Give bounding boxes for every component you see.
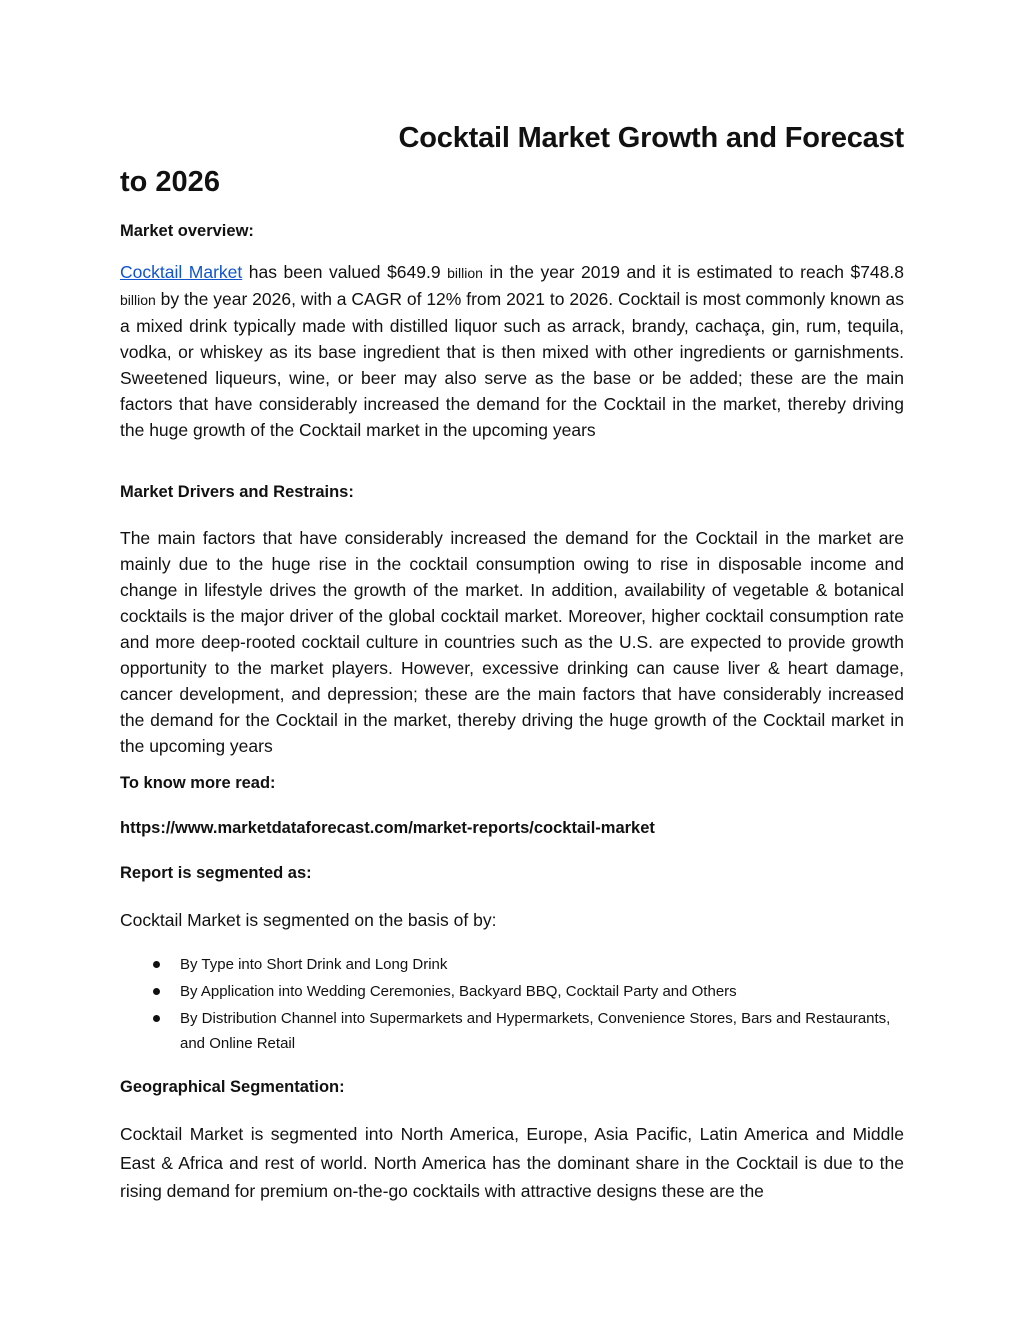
list-item [120, 979, 904, 1004]
list-item [120, 952, 904, 977]
market-overview-heading: Market overview: [120, 222, 254, 240]
drivers-paragraph: The main factors that have considerably increased the demand for the Cocktail in the market are mainly due to the huge rise in the cocktail consumption owing to rise in disposable income and change in lifestyle drives the growth of the market. In addition, availability of vegetable & botanical cocktails is the major driver of the global cocktail market. Moreover, higher cocktail consumption rate and more deep-rooted cocktail culture in countries such as the U.S. are expected to provide growth opportunity to the market players. However, excessive drinking can cause liver & heart damage, cancer development, and depression; these are the main factors that have considerably increased the demand for the Cocktail in the market, thereby driving the huge growth of the Cocktail market in the upcoming years [120, 528, 904, 756]
geography-heading: Geographical Segmentation: [120, 1078, 345, 1096]
segment-type: By Type into Short Drink and Long Drink [180, 956, 448, 973]
document-title-line-1: Cocktail Market Growth and Forecast [398, 122, 904, 154]
document-title-line-2: to 2026 [120, 166, 220, 198]
segmentation-intro: Cocktail Market is segmented on the basis of by: [120, 910, 497, 930]
read-more-heading: To know more read: [120, 774, 276, 792]
overview-text-a: has been valued $649.9 [242, 262, 448, 282]
overview-unit-b: billion [120, 292, 156, 308]
segment-distribution-channel: By Distribution Channel into Supermarkets and Hypermarkets, Convenience Stores, Bars and Restaurants, and Online Retail [180, 1010, 891, 1052]
segmentation-heading: Report is segmented as: [120, 864, 312, 882]
list-item [120, 1006, 904, 1056]
segment-application: By Application into Wedding Ceremonies, Backyard BBQ, Cocktail Party and Others [180, 983, 737, 1000]
overview-unit-a: billion [447, 265, 483, 281]
overview-text-b: in the year 2019 and it is estimated to reach $748.8 [482, 262, 904, 282]
bullet-icon [153, 1015, 160, 1022]
drivers-heading: Market Drivers and Restrains: [120, 483, 354, 501]
bullet-icon [153, 961, 160, 968]
overview-text-c: by the year 2026, with a CAGR of 12% from 2021 to 2026. Cocktail is most commonly known as a mixed drink typically made with distilled liquor such as arrack, brandy, cachaça, gin, rum, tequila, vodka, or whiskey as its base ingredient that is then mixed with other ingredients or garnishments. Sweetened liqueurs, wine, or beer may also serve as the base or be added; these are the main factors that have considerably increased the demand for the Cocktail in the market, thereby driving the huge growth of the Cocktail market in the upcoming years [120, 289, 904, 440]
market-overview-paragraph [120, 259, 904, 443]
bullet-icon [153, 988, 160, 995]
report-url[interactable]: https://www.marketdataforecast.com/market-reports/cocktail-market [120, 819, 655, 837]
segmentation-list [120, 952, 904, 1058]
geography-paragraph: Cocktail Market is segmented into North America, Europe, Asia Pacific, Latin America and Middle East & Africa and rest of world. North America has the dominant share in the Cocktail is due to the rising demand for premium on-the-go cocktails with attractive designs these are the [120, 1124, 904, 1201]
cocktail-market-link[interactable]: Cocktail Market [120, 262, 243, 282]
